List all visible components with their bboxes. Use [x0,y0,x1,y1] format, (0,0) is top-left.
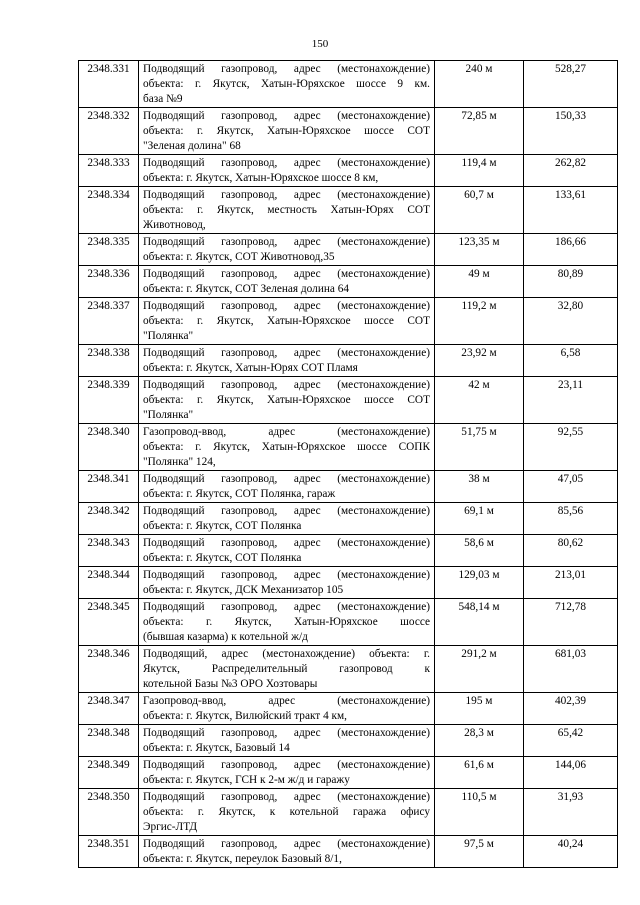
description-line: Подводящий газопровод, адрес (местонахождение) [143,759,430,771]
row-number-cell: 2348.348 [79,725,139,757]
value-cell: 150,33 [524,108,618,155]
value-cell: 47,05 [524,471,618,503]
object-description-cell [139,567,435,599]
row-number-cell: 2348.340 [79,424,139,471]
description-line: Подводящий газопровод, адрес (местонахождение) [143,63,430,75]
description-line: база №9 [143,93,183,105]
length-cell: 38 м [435,471,524,503]
length-cell: 72,85 м [435,108,524,155]
length-cell: 60,7 м [435,187,524,234]
row-number-cell: 2348.337 [79,298,139,345]
table-row [79,836,618,868]
description-line: Подводящий газопровод, адрес (местонахождение) [143,236,430,248]
table-row [79,155,618,187]
description-line: Подводящий газопровод, адрес (местонахождение) [143,157,430,169]
description-line: объекта: г. Якутск, Хатын-Юряхское шоссе СОТ [143,125,430,137]
object-description-cell [139,61,435,108]
length-cell: 51,75 м [435,424,524,471]
table-row [79,567,618,599]
description-line: Подводящий газопровод, адрес (местонахождение) [143,791,430,803]
value-cell: 133,61 [524,187,618,234]
length-cell: 61,6 м [435,757,524,789]
description-line: котельной Базы №3 ОРО Хозтовары [143,678,318,690]
value-cell: 32,80 [524,298,618,345]
description-line: Подводящий газопровод, адрес (местонахождение) [143,569,430,581]
object-description-cell [139,725,435,757]
registry-table [78,60,618,868]
length-cell: 69,1 м [435,503,524,535]
table-row [79,693,618,725]
object-description-cell [139,599,435,646]
object-description-cell [139,377,435,424]
row-number-cell: 2348.344 [79,567,139,599]
object-description-cell [139,757,435,789]
description-line: объекта: г. Якутск, Хатын-Юрях СОТ Пламя [143,362,358,374]
table-row [79,61,618,108]
value-cell: 186,66 [524,234,618,266]
description-line: объекта: г. Якутск, Базовый 14 [143,742,290,754]
length-cell: 23,92 м [435,345,524,377]
value-cell: 528,27 [524,61,618,108]
length-cell: 110,5 м [435,789,524,836]
description-line: объекта: г. Якутск, СОТ Животновод,35 [143,251,335,263]
object-description-cell [139,836,435,868]
description-line: объекта: г. Якутск, Хатын-Юряхское шоссе 9 км. [143,78,430,90]
description-line: Подводящий газопровод, адрес (местонахождение) [143,110,430,122]
row-number-cell: 2348.347 [79,693,139,725]
description-line: Подводящий газопровод, адрес (местонахождение) [143,838,430,850]
description-line: объекта: г. Якутск, СОТ Зеленая долина 64 [143,283,350,295]
object-description-cell [139,187,435,234]
value-cell: 31,93 [524,789,618,836]
length-cell: 119,4 м [435,155,524,187]
table-row [79,535,618,567]
description-line: Подводящий газопровод, адрес (местонахождение) [143,537,430,549]
row-number-cell: 2348.349 [79,757,139,789]
value-cell: 144,06 [524,757,618,789]
length-cell: 49 м [435,266,524,298]
row-number-cell: 2348.335 [79,234,139,266]
row-number-cell: 2348.343 [79,535,139,567]
description-line: объекта: г. Якутск, Вилюйский тракт 4 км, [143,710,347,722]
description-line: объекта: г. Якутск, СОТ Полянка [143,552,302,564]
length-cell: 195 м [435,693,524,725]
table-row [79,345,618,377]
length-cell: 291,2 м [435,646,524,693]
value-cell: 65,42 [524,725,618,757]
description-line: объекта: г. Якутск, переулок Базовый 8/1, [143,853,342,865]
row-number-cell: 2348.338 [79,345,139,377]
length-cell: 42 м [435,377,524,424]
description-line: "Полянка" [143,409,194,421]
table-row [79,298,618,345]
table-row [79,757,618,789]
description-line: (бывшая казарма) к котельной ж/д [143,631,308,643]
row-number-cell: 2348.341 [79,471,139,503]
table-row [79,266,618,298]
value-cell: 92,55 [524,424,618,471]
row-number-cell: 2348.336 [79,266,139,298]
table-row [79,789,618,836]
description-line: Газопровод-ввод, адрес (местонахождение) [143,426,430,438]
description-line: объекта: г. Якутск, СОТ Полянка [143,520,302,532]
description-line: Эргис-ЛТД [143,821,198,833]
description-line: объекта: г. Якутск, ДСК Механизатор 105 [143,584,344,596]
description-line: Подводящий газопровод, адрес (местонахождение) [143,473,430,485]
row-number-cell: 2348.342 [79,503,139,535]
length-cell: 123,35 м [435,234,524,266]
description-line: "Зеленая долина" 68 [143,140,241,152]
value-cell: 80,62 [524,535,618,567]
object-description-cell [139,471,435,503]
row-number-cell: 2348.339 [79,377,139,424]
object-description-cell [139,646,435,693]
table-row [79,187,618,234]
description-line: объекта: г. Якутск, Хатын-Юряхское шоссе СОТ [143,315,430,327]
description-line: объекта: г. Якутск, Хатын-Юряхское шоссе [143,616,430,628]
object-description-cell [139,345,435,377]
description-line: Подводящий газопровод, адрес (местонахождение) [143,268,430,280]
description-line: Подводящий газопровод, адрес (местонахождение) [143,505,430,517]
length-cell: 58,6 м [435,535,524,567]
description-line: Подводящий газопровод, адрес (местонахождение) [143,379,430,391]
table-row [79,471,618,503]
description-line: Подводящий газопровод, адрес (местонахождение) [143,347,430,359]
description-line: объекта: г. Якутск, Хатын-Юряхское шоссе СОПК [143,441,430,453]
value-cell: 23,11 [524,377,618,424]
registry-table-body [79,61,618,868]
length-cell: 129,03 м [435,567,524,599]
object-description-cell [139,298,435,345]
row-number-cell: 2348.332 [79,108,139,155]
object-description-cell [139,234,435,266]
description-line: Подводящий, адрес (местонахождение) объекта: г. [143,648,430,660]
row-number-cell: 2348.345 [79,599,139,646]
object-description-cell [139,424,435,471]
table-row [79,234,618,266]
description-line: Животновод, [143,219,206,231]
description-line: Газопровод-ввод, адрес (местонахождение) [143,695,430,707]
row-number-cell: 2348.346 [79,646,139,693]
description-line: объекта: г. Якутск, Хатын-Юряхское шоссе СОТ [143,394,430,406]
description-line: Подводящий газопровод, адрес (местонахождение) [143,601,430,613]
object-description-cell [139,266,435,298]
description-line: объекта: г. Якутск, местность Хатын-Юрях СОТ [143,204,430,216]
table-row [79,503,618,535]
description-line: объекта: г. Якутск, ГСН к 2-м ж/д и гаражу [143,774,350,786]
row-number-cell: 2348.333 [79,155,139,187]
description-line: "Полянка" [143,330,194,342]
page-number: 150 [311,38,329,50]
description-line: Подводящий газопровод, адрес (местонахождение) [143,300,430,312]
description-line: объекта: г. Якутск, СОТ Полянка, гараж [143,488,336,500]
description-line: "Полянка" 124, [143,456,216,468]
description-line: объекта: г. Якутск, Хатын-Юряхское шоссе 8 км, [143,172,379,184]
description-line: Подводящий газопровод, адрес (местонахождение) [143,727,430,739]
value-cell: 681,03 [524,646,618,693]
length-cell: 28,3 м [435,725,524,757]
object-description-cell [139,155,435,187]
table-row [79,424,618,471]
object-description-cell [139,503,435,535]
object-description-cell [139,108,435,155]
value-cell: 213,01 [524,567,618,599]
row-number-cell: 2348.350 [79,789,139,836]
object-description-cell [139,693,435,725]
row-number-cell: 2348.351 [79,836,139,868]
object-description-cell [139,789,435,836]
value-cell: 402,39 [524,693,618,725]
length-cell: 240 м [435,61,524,108]
length-cell: 119,2 м [435,298,524,345]
description-line: Подводящий газопровод, адрес (местонахождение) [143,189,430,201]
value-cell: 85,56 [524,503,618,535]
description-line: объекта: г. Якутск, к котельной гаража офису [143,806,430,818]
row-number-cell: 2348.331 [79,61,139,108]
row-number-cell: 2348.334 [79,187,139,234]
value-cell: 40,24 [524,836,618,868]
value-cell: 80,89 [524,266,618,298]
table-row [79,646,618,693]
description-line: Якутск, Распределительный газопровод к [143,663,430,675]
table-row [79,725,618,757]
table-row [79,599,618,646]
value-cell: 262,82 [524,155,618,187]
length-cell: 97,5 м [435,836,524,868]
table-row [79,377,618,424]
table-row [79,108,618,155]
value-cell: 6,58 [524,345,618,377]
object-description-cell [139,535,435,567]
length-cell: 548,14 м [435,599,524,646]
value-cell: 712,78 [524,599,618,646]
